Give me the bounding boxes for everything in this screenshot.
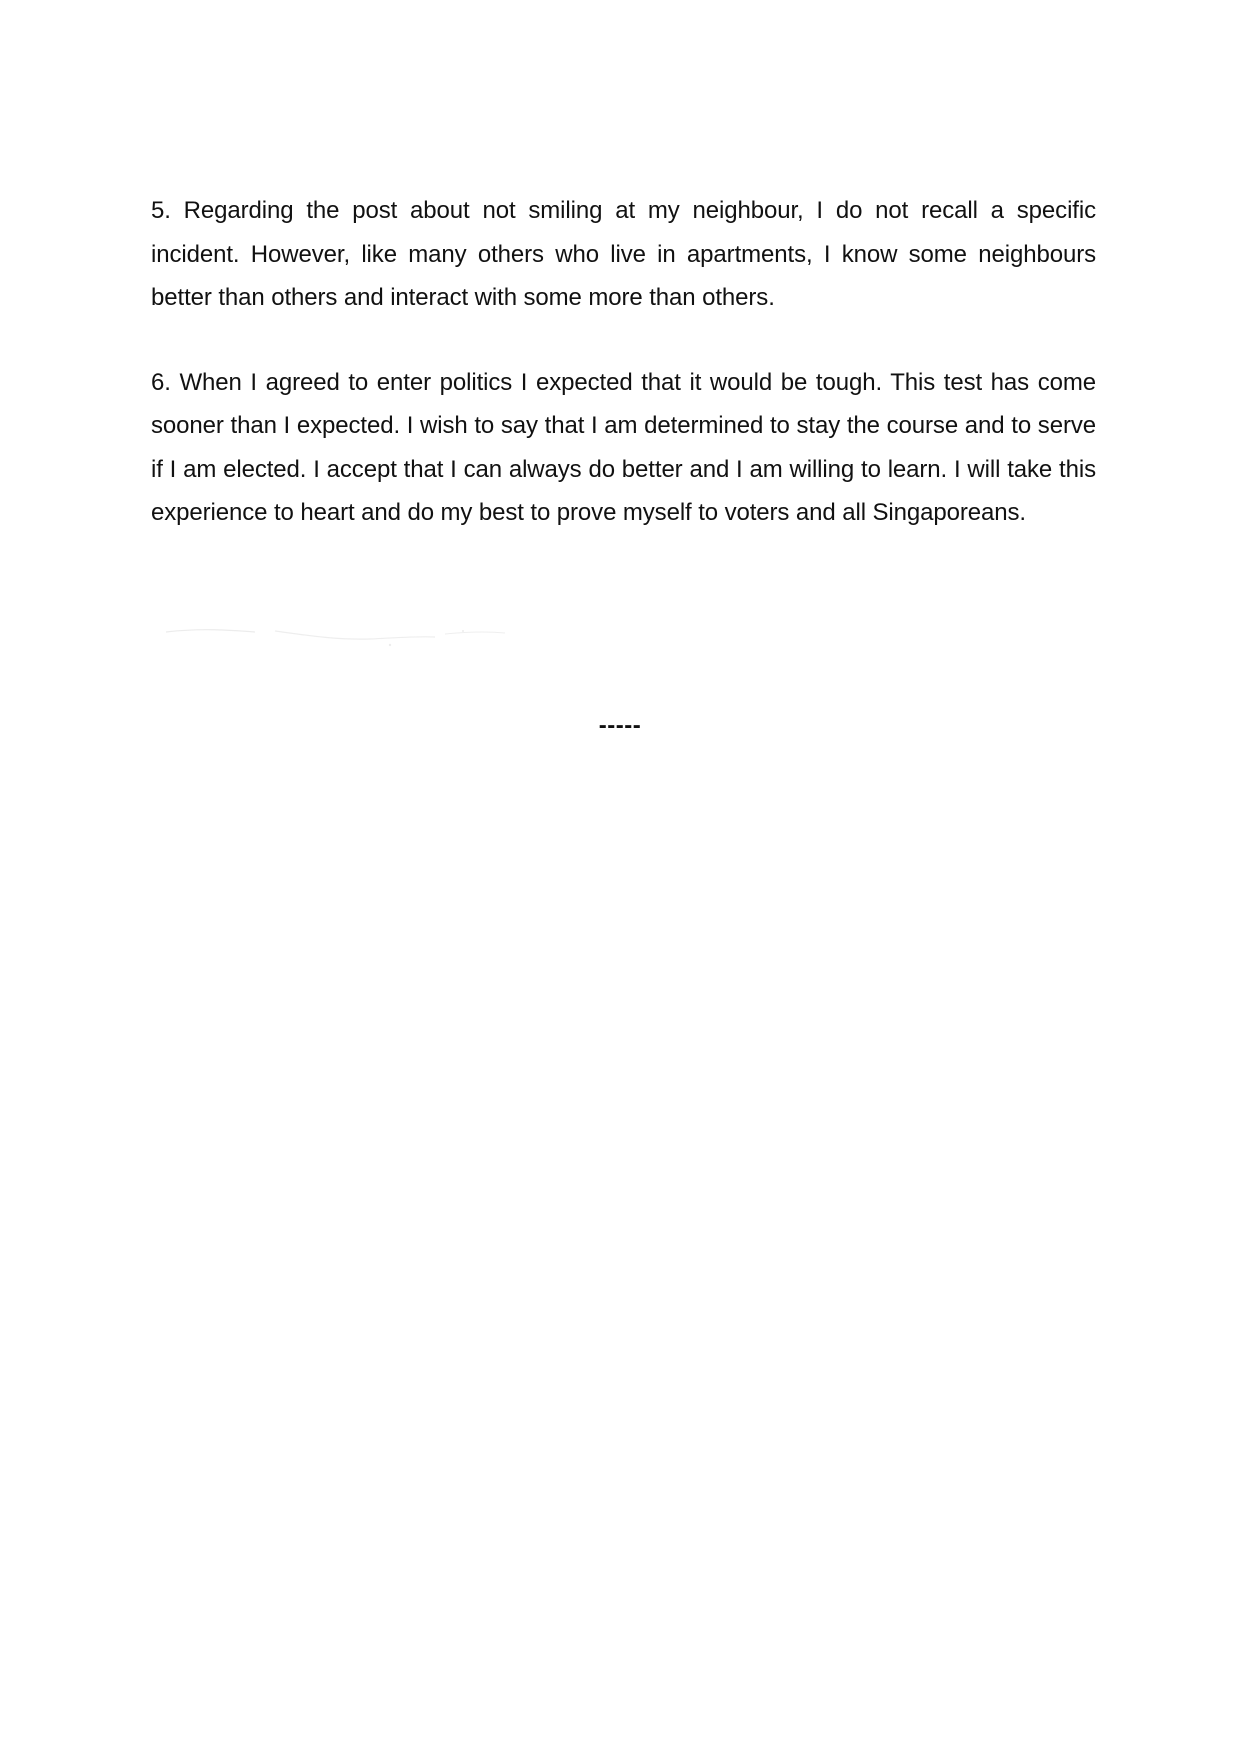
paragraph-5: 5. Regarding the post about not smiling at my neighbour, I do not recall a specific incident. However, like many others who live in apartments, I know some neighbours better than others and interact with some more than others.: [151, 197, 1096, 311]
faint-signature-mark: [160, 622, 520, 650]
closing-dashes: -----: [598, 712, 642, 739]
paragraph-6: 6. When I agreed to enter politics I expected that it would be tough. This test has come sooner than I expected. I wish to say that I am determined to stay the course and to serve if I am elected. I accept that I can always do better and I am willing to learn. I will take this experience to heart and do my best to prove myself to voters and all Singaporeans.: [151, 368, 1096, 526]
document-body: [151, 189, 1096, 535]
